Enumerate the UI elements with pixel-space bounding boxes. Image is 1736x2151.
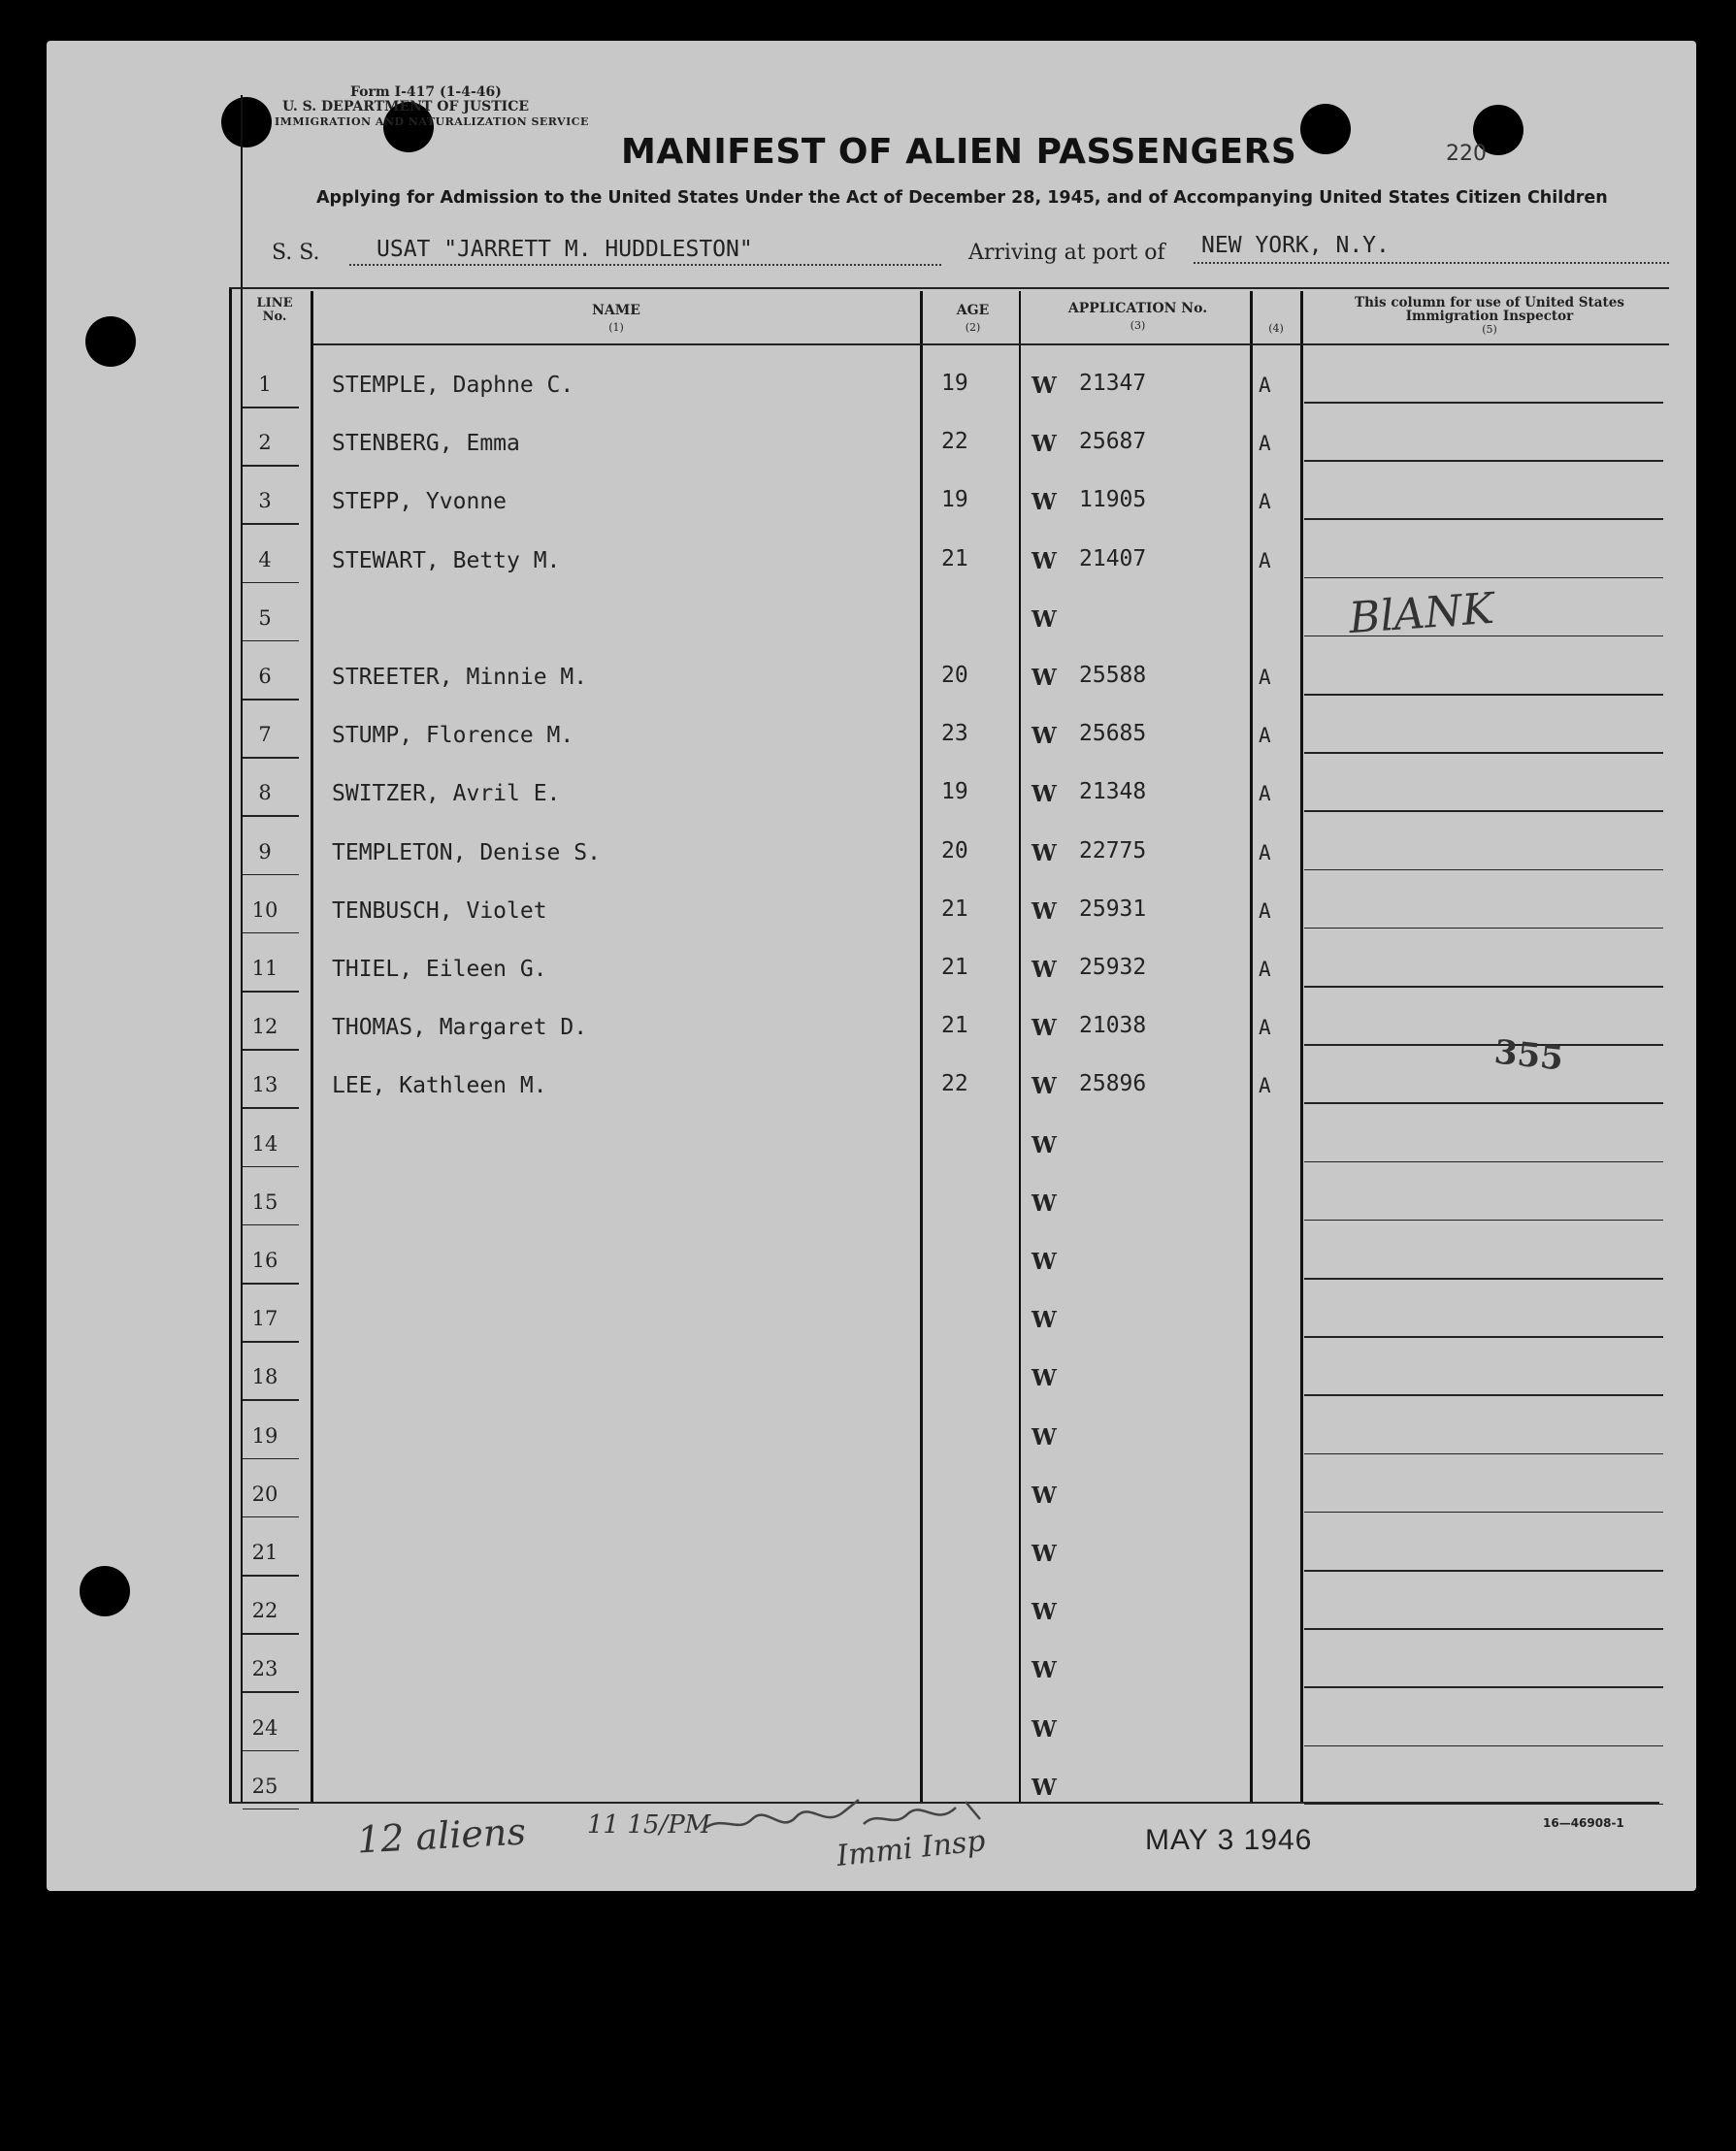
col-head-name-label: NAME	[592, 303, 640, 318]
signature-scrawl	[699, 1790, 990, 1848]
row-line-number: 9	[258, 839, 272, 864]
col-head-line-label: LINE No.	[256, 296, 293, 324]
row-rule	[243, 523, 299, 525]
row-rule	[243, 815, 299, 817]
row-rule	[243, 699, 299, 701]
row-col4: A	[1259, 782, 1271, 806]
handwritten-signature: Immi Insp	[835, 1824, 988, 1874]
row-line-number: 20	[251, 1482, 278, 1506]
row-application-no: 11905	[1079, 487, 1147, 513]
punch-hole	[221, 97, 272, 147]
row-rule-inspector	[1304, 810, 1663, 812]
row-age: 19	[941, 487, 968, 513]
rule-app	[1250, 291, 1253, 1803]
row-rule-inspector	[1304, 694, 1663, 696]
row-rule-inspector	[1304, 460, 1663, 462]
row-name: TENBUSCH, Violet	[332, 897, 547, 924]
row-col4: A	[1259, 490, 1271, 514]
row-rule	[243, 1458, 299, 1460]
row-rule	[243, 1107, 299, 1109]
row-application-no: 22775	[1079, 837, 1147, 864]
row-col4: A	[1259, 724, 1271, 748]
row-line-number: 19	[251, 1423, 278, 1448]
row-rule	[243, 1224, 299, 1226]
row-age: 20	[941, 663, 968, 688]
row-rule	[243, 1283, 299, 1285]
row-rule	[243, 757, 299, 759]
row-line-number: 10	[251, 897, 278, 922]
row-rule-inspector	[1304, 1512, 1663, 1514]
row-col4: A	[1259, 958, 1271, 981]
port-name: NEW YORK, N.Y.	[1201, 233, 1390, 258]
col-head-app-label: APPLICATION No.	[1067, 301, 1208, 316]
service: IMMIGRATION AND NATURALIZATION SERVICE	[275, 115, 589, 128]
row-rule-inspector	[1304, 1686, 1663, 1688]
row-line-number: 1	[258, 373, 272, 396]
form-header	[275, 85, 589, 129]
row-app-prefix: W	[1032, 1599, 1057, 1626]
row-application-no: 21407	[1079, 545, 1147, 571]
row-application-no: 25931	[1079, 896, 1147, 922]
row-name: STEWART, Betty M.	[332, 547, 561, 573]
row-rule-inspector	[1304, 1102, 1663, 1104]
row-name: STUMP, Florence M.	[332, 723, 574, 749]
row-line-number: 6	[258, 665, 272, 688]
row-rule	[243, 1750, 299, 1752]
row-line-number: 5	[258, 605, 272, 630]
row-app-prefix: W	[1032, 957, 1057, 983]
col-head-age-label: AGE	[956, 303, 990, 318]
page-number: 220	[1446, 142, 1487, 166]
row-line-number: 4	[258, 547, 272, 571]
row-app-prefix: W	[1032, 723, 1057, 750]
row-rule-inspector	[1304, 928, 1663, 929]
punch-hole	[1300, 104, 1351, 154]
row-app-prefix: W	[1032, 1715, 1057, 1743]
row-app-prefix: W	[1032, 1541, 1057, 1567]
page-title: MANIFEST OF ALIEN PASSENGERS	[621, 132, 1297, 172]
row-age: 22	[941, 429, 968, 455]
row-line-number: 13	[251, 1073, 278, 1097]
row-rule	[243, 1049, 299, 1051]
row-col4: A	[1259, 1074, 1271, 1098]
row-app-prefix: W	[1032, 1774, 1057, 1801]
row-line-number: 15	[251, 1190, 278, 1214]
row-app-prefix: W	[1032, 1073, 1057, 1100]
row-application-no: 21348	[1079, 779, 1147, 805]
rule-head-bottom	[313, 343, 1669, 345]
row-line-number: 21	[251, 1541, 278, 1564]
col-head-inspector-label: This column for use of United States Immigration Inspector	[1355, 295, 1624, 324]
rule-head-top	[229, 287, 1669, 289]
row-app-prefix: W	[1032, 897, 1057, 925]
ship-underline	[349, 264, 941, 267]
row-line-number: 11	[251, 957, 278, 980]
rule-left	[229, 289, 232, 1803]
col-head-age	[927, 303, 1019, 336]
row-line-number: 3	[258, 489, 272, 513]
row-rule	[243, 991, 299, 993]
row-application-no: 25685	[1079, 721, 1147, 747]
rule-col4	[1300, 291, 1303, 1803]
row-age: 21	[941, 1013, 968, 1039]
row-inspector-note: 355	[1492, 1032, 1565, 1079]
row-age: 21	[941, 545, 968, 571]
row-rule-inspector	[1304, 1394, 1663, 1396]
row-rule	[243, 1691, 299, 1693]
col-head-4	[1257, 320, 1295, 337]
department: U. S. DEPARTMENT OF JUSTICE	[282, 99, 530, 114]
row-line-number: 23	[251, 1657, 278, 1681]
row-age: 20	[941, 837, 968, 864]
row-line-number: 17	[251, 1307, 278, 1331]
row-line-number: 18	[251, 1365, 278, 1389]
col-head-4-num: (4)	[1268, 322, 1284, 335]
row-inspector-note: BlANK	[1347, 583, 1496, 643]
row-rule	[243, 874, 299, 876]
row-col4: A	[1259, 1016, 1271, 1040]
row-rule-inspector	[1304, 1161, 1663, 1163]
col-head-app-num: (3)	[1130, 319, 1146, 332]
row-line-number: 25	[251, 1774, 278, 1798]
page-subtitle: Applying for Admission to the United States Under the Act of December 28, 1945, and of Accompanying United States Citizen Children	[316, 188, 1608, 208]
row-app-prefix: W	[1032, 1131, 1057, 1158]
port-underline	[1194, 262, 1669, 265]
row-rule	[243, 640, 299, 642]
row-rule	[243, 1341, 299, 1343]
row-app-prefix: W	[1032, 1423, 1057, 1450]
row-name: STENBERG, Emma	[332, 431, 520, 457]
row-rule	[243, 1809, 299, 1810]
row-app-prefix: W	[1032, 1249, 1057, 1275]
row-application-no: 21347	[1079, 371, 1147, 396]
row-app-prefix: W	[1032, 839, 1057, 866]
row-rule	[243, 1399, 299, 1401]
row-rule-inspector	[1304, 1220, 1663, 1222]
row-line-number: 7	[258, 723, 272, 747]
col-head-name-num: (1)	[608, 321, 624, 334]
row-name: SWITZER, Avril E.	[332, 781, 561, 807]
col-head-inspector-num: (5)	[1482, 323, 1497, 336]
row-name: STREETER, Minnie M.	[332, 665, 588, 690]
row-app-prefix: W	[1032, 1190, 1057, 1217]
col-head-inspector	[1329, 296, 1650, 337]
row-app-prefix: W	[1032, 431, 1057, 458]
row-rule	[243, 1166, 299, 1168]
row-rule-inspector	[1304, 1278, 1663, 1280]
col-head-name	[320, 303, 912, 336]
row-rule-inspector	[1304, 1044, 1663, 1046]
row-age: 22	[941, 1071, 968, 1097]
row-application-no: 25896	[1079, 1071, 1147, 1097]
row-rule-inspector	[1304, 577, 1663, 579]
row-name: LEE, Kathleen M.	[332, 1073, 547, 1099]
row-line-number: 24	[251, 1715, 278, 1740]
row-rule-inspector	[1304, 1570, 1663, 1572]
row-app-prefix: W	[1032, 489, 1057, 516]
row-age: 23	[941, 721, 968, 747]
row-age: 21	[941, 955, 968, 980]
row-app-prefix: W	[1032, 1657, 1057, 1684]
row-rule-inspector	[1304, 402, 1663, 404]
row-app-prefix: W	[1032, 373, 1057, 399]
row-rule	[243, 1575, 299, 1577]
row-col4: A	[1259, 548, 1271, 572]
row-name: STEMPLE, Daphne C.	[332, 373, 574, 398]
row-application-no: 25687	[1079, 429, 1147, 455]
row-rule-inspector	[1304, 518, 1663, 520]
row-rule	[243, 465, 299, 467]
row-rule	[243, 1516, 299, 1518]
row-rule	[243, 932, 299, 934]
row-rule-inspector	[1304, 752, 1663, 754]
row-app-prefix: W	[1032, 547, 1057, 574]
row-line-number: 2	[258, 431, 272, 455]
row-col4: A	[1259, 432, 1271, 456]
rule-name	[920, 291, 923, 1803]
row-app-prefix: W	[1032, 605, 1057, 633]
row-rule-inspector	[1304, 1453, 1663, 1455]
row-name: THOMAS, Margaret D.	[332, 1015, 588, 1041]
row-rule-inspector	[1304, 986, 1663, 988]
row-app-prefix: W	[1032, 781, 1057, 808]
punch-hole	[80, 1566, 130, 1616]
ss-label: S. S.	[272, 241, 320, 265]
col-head-line	[245, 297, 305, 324]
row-rule	[243, 407, 299, 408]
form-number: Form I-417 (1-4-46)	[350, 84, 502, 100]
handwritten-time: 11 15/PM	[587, 1810, 711, 1840]
rule-line	[311, 291, 313, 1803]
row-col4: A	[1259, 666, 1271, 689]
row-app-prefix: W	[1032, 665, 1057, 691]
row-rule	[243, 1633, 299, 1635]
row-line-number: 12	[251, 1015, 278, 1039]
row-line-number: 14	[251, 1131, 278, 1156]
row-age: 19	[941, 371, 968, 396]
col-head-age-num: (2)	[965, 321, 981, 334]
row-rule-inspector	[1304, 869, 1663, 871]
row-col4: A	[1259, 840, 1271, 864]
row-age: 19	[941, 779, 968, 805]
row-rule	[243, 582, 299, 584]
row-app-prefix: W	[1032, 1015, 1057, 1042]
punch-hole	[85, 316, 136, 367]
row-age: 21	[941, 896, 968, 922]
row-col4: A	[1259, 374, 1271, 397]
handwritten-count: 12 aliens	[355, 1809, 527, 1862]
row-application-no: 25932	[1079, 955, 1147, 980]
date-stamp: MAY 3 1946	[1145, 1824, 1313, 1856]
row-rule-inspector	[1304, 1628, 1663, 1630]
row-app-prefix: W	[1032, 1365, 1057, 1392]
row-app-prefix: W	[1032, 1482, 1057, 1509]
print-code: 16—46908-1	[1543, 1816, 1624, 1830]
row-app-prefix: W	[1032, 1307, 1057, 1334]
row-name: THIEL, Eileen G.	[332, 957, 547, 982]
rule-age	[1019, 291, 1021, 1803]
row-application-no: 21038	[1079, 1013, 1147, 1039]
port-label: Arriving at port of	[968, 241, 1165, 265]
row-col4: A	[1259, 898, 1271, 923]
row-rule-inspector	[1304, 1745, 1663, 1747]
row-rule-inspector	[1304, 1804, 1663, 1806]
row-application-no: 25588	[1079, 663, 1147, 688]
row-name: TEMPLETON, Denise S.	[332, 839, 601, 865]
row-line-number: 22	[251, 1599, 278, 1623]
col-head-app	[1024, 301, 1252, 334]
row-line-number: 16	[251, 1249, 278, 1272]
row-rule-inspector	[1304, 1336, 1663, 1338]
ship-name: USAT "JARRETT M. HUDDLESTON"	[377, 237, 753, 262]
row-line-number: 8	[258, 781, 272, 805]
row-name: STEPP, Yvonne	[332, 489, 508, 515]
